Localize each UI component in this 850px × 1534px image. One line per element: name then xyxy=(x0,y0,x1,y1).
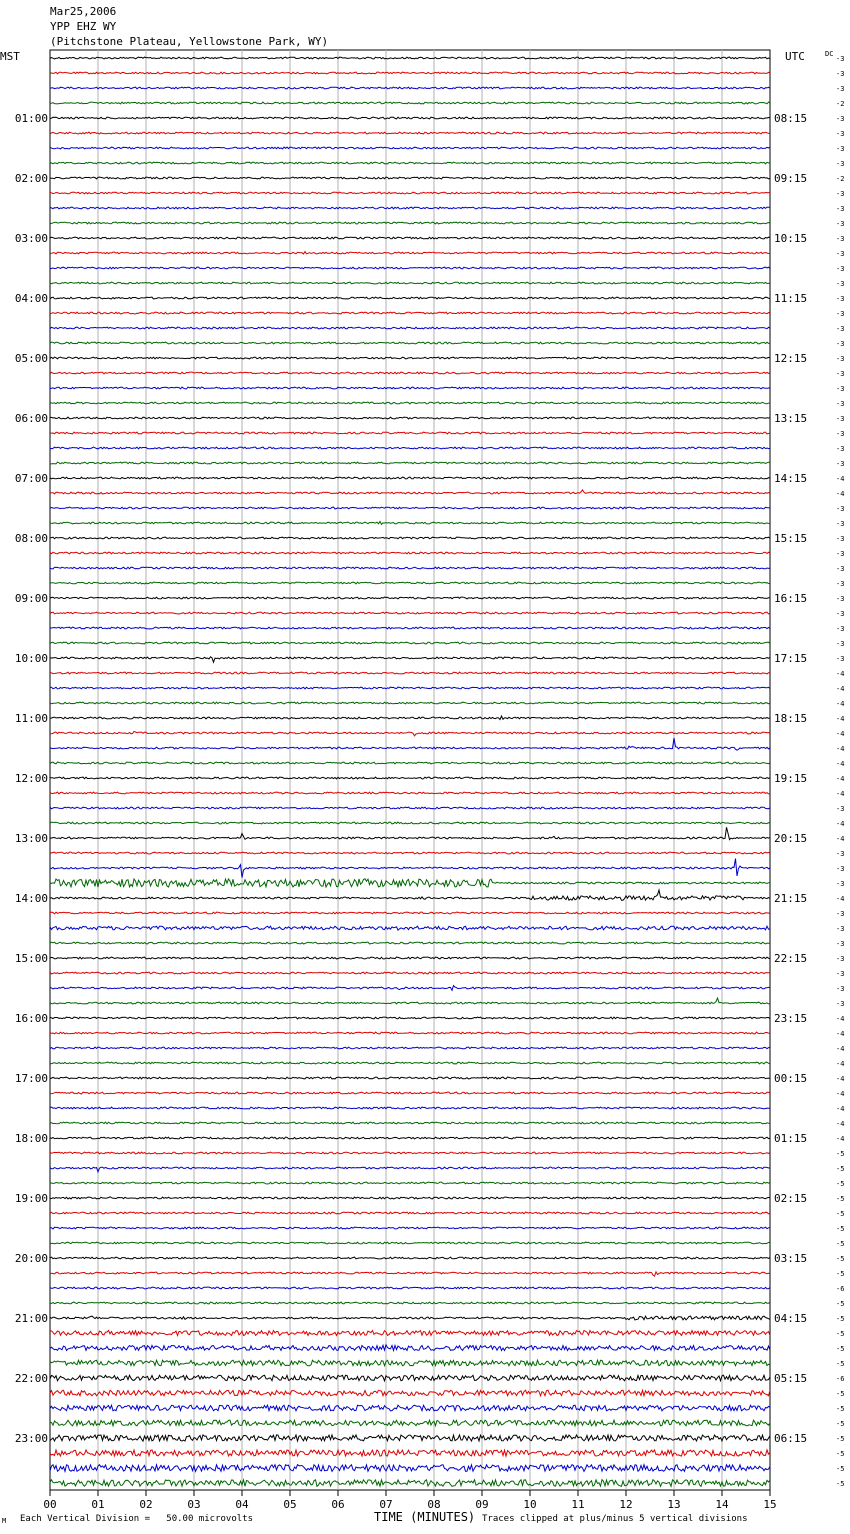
axis-labels xyxy=(0,50,844,1511)
trace-line xyxy=(50,162,770,164)
dc-offset-label: -4 xyxy=(836,1090,845,1098)
trace-line xyxy=(50,792,770,794)
trace-line xyxy=(50,1062,770,1064)
dc-offset-label: -4 xyxy=(836,760,845,768)
trace-line xyxy=(50,1227,770,1229)
trace-line xyxy=(50,117,770,119)
dc-offset-label: -3 xyxy=(836,565,845,573)
x-tick-label: 05 xyxy=(283,1498,297,1511)
trace-line xyxy=(50,716,770,720)
dc-offset-label: -3 xyxy=(836,85,845,93)
trace-line xyxy=(50,702,770,704)
x-axis-label: TIME (MINUTES) xyxy=(374,1510,476,1524)
dc-offset-label: -6 xyxy=(836,1285,845,1293)
dc-offset-label: -4 xyxy=(836,670,845,678)
trace-line xyxy=(50,957,770,959)
dc-offset-label: -5 xyxy=(836,1150,845,1158)
trace-line xyxy=(50,859,770,878)
dc-offset-label: -5 xyxy=(836,1210,845,1218)
clip-note: Traces clipped at plus/minus 5 vertical divisions xyxy=(482,1514,748,1524)
dc-offset-label: -3 xyxy=(836,220,845,228)
trace-line xyxy=(50,998,770,1004)
dc-offset-label: -5 xyxy=(836,1240,845,1248)
left-hour-label: 09:00 xyxy=(14,592,48,605)
left-hour-label: 20:00 xyxy=(14,1252,48,1265)
trace-line xyxy=(50,537,770,539)
trace-line xyxy=(50,687,770,689)
dc-offset-label: -3 xyxy=(836,535,845,543)
dc-offset-label: -5 xyxy=(836,1435,845,1443)
trace-line xyxy=(50,890,770,900)
dc-offset-label: -3 xyxy=(836,160,845,168)
trace-line xyxy=(50,252,770,254)
dc-offset-label: -3 xyxy=(836,610,845,618)
dc-offset-label: -5 xyxy=(836,1255,845,1263)
dc-offset-label: -3 xyxy=(836,985,845,993)
x-tick-label: 10 xyxy=(523,1498,537,1511)
dc-offset-label: -3 xyxy=(836,520,845,528)
dc-offset-label: -4 xyxy=(836,700,845,708)
right-hour-label: 19:15 xyxy=(774,772,808,785)
dc-offset-label: -4 xyxy=(836,1015,845,1023)
dc-offset-label: -3 xyxy=(836,400,845,408)
right-hour-label: 08:15 xyxy=(774,112,808,125)
right-hour-label: 04:15 xyxy=(774,1312,808,1325)
trace-line xyxy=(50,477,770,479)
right-hour-label: 03:15 xyxy=(774,1252,808,1265)
right-hour-label: 02:15 xyxy=(774,1192,808,1205)
left-hour-label: 15:00 xyxy=(14,952,48,965)
dc-offset-label: -5 xyxy=(836,1360,845,1368)
right-hour-label: 22:15 xyxy=(774,952,808,965)
dc-offset-label: -3 xyxy=(836,625,845,633)
dc-offset-label: -3 xyxy=(836,190,845,198)
trace-line xyxy=(50,777,770,779)
dc-offset-label: -5 xyxy=(836,1180,845,1188)
dc-offset-label: -3 xyxy=(836,865,845,873)
trace-line xyxy=(50,567,770,569)
trace-line xyxy=(50,87,770,89)
dc-offset-label: -3 xyxy=(836,805,845,813)
left-hour-label: 23:00 xyxy=(14,1432,48,1445)
right-hour-label: 14:15 xyxy=(774,472,808,485)
dc-offset-label: -4 xyxy=(836,775,845,783)
trace-line xyxy=(50,1152,770,1154)
trace-line xyxy=(50,192,770,194)
trace-line xyxy=(50,807,770,809)
trace-line xyxy=(50,447,770,449)
trace-line xyxy=(50,1077,770,1079)
left-hour-label: 22:00 xyxy=(14,1372,48,1385)
dc-offset-label: -3 xyxy=(836,325,845,333)
left-hour-label: 11:00 xyxy=(14,712,48,725)
trace-line xyxy=(50,1212,770,1214)
trace-line xyxy=(50,1331,770,1336)
left-hour-label: 21:00 xyxy=(14,1312,48,1325)
dc-offset-label: -3 xyxy=(836,115,845,123)
trace-line xyxy=(50,912,770,914)
dc-offset-label: -4 xyxy=(836,715,845,723)
trace-line xyxy=(50,852,770,854)
trace-line xyxy=(50,738,770,750)
dc-offset-label: -3 xyxy=(836,910,845,918)
right-hour-label: 05:15 xyxy=(774,1372,808,1385)
trace-line xyxy=(50,1137,770,1139)
trace-line xyxy=(50,1092,770,1094)
dc-offset-label: -4 xyxy=(836,685,845,693)
dc-offset-label: -4 xyxy=(836,1030,845,1038)
trace-line xyxy=(50,1107,770,1109)
x-tick-label: 09 xyxy=(475,1498,489,1511)
dc-offset-label: -4 xyxy=(836,820,845,828)
dc-offset-label: -3 xyxy=(836,280,845,288)
trace-line xyxy=(50,282,770,284)
dc-offset-label: -3 xyxy=(836,445,845,453)
dc-offset-label: -3 xyxy=(836,640,845,648)
trace-line xyxy=(50,1047,770,1049)
dc-offset-label: -5 xyxy=(836,1225,845,1233)
left-hour-label: 05:00 xyxy=(14,352,48,365)
dc-offset-label: -3 xyxy=(836,55,845,63)
left-hour-label: 19:00 xyxy=(14,1192,48,1205)
trace-line xyxy=(50,597,770,599)
trace-line xyxy=(50,147,770,149)
right-hour-label: 13:15 xyxy=(774,412,808,425)
trace-line xyxy=(50,267,770,269)
trace-line xyxy=(50,822,770,824)
right-hour-label: 10:15 xyxy=(774,232,808,245)
left-timezone-label: MST xyxy=(0,50,20,63)
dc-offset-label: -4 xyxy=(836,1045,845,1053)
trace-line xyxy=(50,1302,770,1304)
x-tick-label: 14 xyxy=(715,1498,729,1511)
right-hour-label: 09:15 xyxy=(774,172,808,185)
dc-header-label: DC xyxy=(825,50,834,58)
trace-line xyxy=(50,942,770,944)
left-hour-label: 18:00 xyxy=(14,1132,48,1145)
right-hour-label: 21:15 xyxy=(774,892,808,905)
left-hour-label: 16:00 xyxy=(14,1012,48,1025)
trace-line xyxy=(50,237,770,239)
trace-line xyxy=(50,507,770,509)
trace-line xyxy=(50,627,770,629)
dc-offset-label: -5 xyxy=(836,1330,845,1338)
right-hour-label: 18:15 xyxy=(774,712,808,725)
trace-line xyxy=(50,827,770,839)
trace-line xyxy=(50,1375,770,1381)
dc-offset-label: -3 xyxy=(836,595,845,603)
x-tick-label: 13 xyxy=(667,1498,681,1511)
trace-line xyxy=(50,642,770,644)
trace-line xyxy=(50,357,770,359)
trace-line xyxy=(50,372,770,374)
dc-offset-label: -3 xyxy=(836,310,845,318)
dc-offset-label: -3 xyxy=(836,655,845,663)
x-tick-label: 01 xyxy=(91,1498,105,1511)
station-location: (Pitchstone Plateau, Yellowstone Park, WY) xyxy=(50,35,329,48)
trace-line xyxy=(50,762,770,764)
dc-offset-label: -4 xyxy=(836,835,845,843)
dc-offset-label: -4 xyxy=(836,1105,845,1113)
right-hour-label: 06:15 xyxy=(774,1432,808,1445)
trace-line xyxy=(50,1287,770,1289)
dc-offset-label: -3 xyxy=(836,265,845,273)
dc-offset-label: -4 xyxy=(836,1135,845,1143)
trace-line xyxy=(50,177,770,179)
trace-line xyxy=(50,1435,770,1441)
dc-offset-label: -3 xyxy=(836,145,845,153)
dc-offset-label: -4 xyxy=(836,895,845,903)
dc-offset-label: -3 xyxy=(836,580,845,588)
dc-offset-label: -5 xyxy=(836,1465,845,1473)
dc-offset-label: -3 xyxy=(836,385,845,393)
dc-offset-label: -3 xyxy=(836,340,845,348)
trace-line xyxy=(50,1360,770,1366)
dc-offset-label: -3 xyxy=(836,970,845,978)
left-hour-label: 08:00 xyxy=(14,532,48,545)
dc-offset-label: -3 xyxy=(836,955,845,963)
trace-line xyxy=(50,732,770,736)
dc-offset-label: -3 xyxy=(836,430,845,438)
trace-line xyxy=(50,57,770,59)
dc-offset-label: -5 xyxy=(836,1195,845,1203)
station-code: YPP EHZ WY xyxy=(50,20,117,33)
trace-line xyxy=(50,297,770,299)
dc-offset-label: -5 xyxy=(836,1390,845,1398)
trace-line xyxy=(50,552,770,554)
dc-offset-label: -5 xyxy=(836,1345,845,1353)
left-hour-label: 17:00 xyxy=(14,1072,48,1085)
dc-offset-label: -3 xyxy=(836,235,845,243)
right-hour-label: 01:15 xyxy=(774,1132,808,1145)
x-tick-label: 02 xyxy=(139,1498,153,1511)
trace-line xyxy=(50,879,770,887)
trace-line xyxy=(50,1257,770,1259)
x-tick-label: 12 xyxy=(619,1498,633,1511)
dc-offset-label: -5 xyxy=(836,1420,845,1428)
left-hour-label: 01:00 xyxy=(14,112,48,125)
x-tick-label: 11 xyxy=(571,1498,585,1511)
dc-offset-label: -5 xyxy=(836,1315,845,1323)
minute-grid xyxy=(50,50,770,1496)
trace-rows xyxy=(50,57,770,1486)
x-tick-label: 06 xyxy=(331,1498,345,1511)
trace-line xyxy=(50,132,770,134)
dc-offset-label: -3 xyxy=(836,940,845,948)
dc-offset-label: -2 xyxy=(836,175,845,183)
dc-offset-label: -4 xyxy=(836,1075,845,1083)
left-hour-label: 04:00 xyxy=(14,292,48,305)
dc-offset-label: -6 xyxy=(836,1375,845,1383)
right-hour-label: 17:15 xyxy=(774,652,808,665)
trace-line xyxy=(50,1242,770,1244)
trace-line xyxy=(50,1122,770,1124)
dc-offset-label: -5 xyxy=(836,1300,845,1308)
trace-line xyxy=(50,1182,770,1184)
left-hour-label: 13:00 xyxy=(14,832,48,845)
trace-line xyxy=(50,222,770,224)
dc-offset-label: -3 xyxy=(836,925,845,933)
right-hour-label: 23:15 xyxy=(774,1012,808,1025)
trace-line xyxy=(50,1345,770,1351)
trace-line xyxy=(50,327,770,329)
trace-line xyxy=(50,972,770,974)
dc-offset-label: -5 xyxy=(836,1405,845,1413)
right-hour-label: 15:15 xyxy=(774,532,808,545)
dc-offset-label: -4 xyxy=(836,1060,845,1068)
trace-line xyxy=(50,207,770,209)
right-hour-label: 20:15 xyxy=(774,832,808,845)
trace-line xyxy=(50,1405,770,1411)
x-tick-label: 15 xyxy=(763,1498,777,1511)
dc-offset-label: -4 xyxy=(836,790,845,798)
trace-line xyxy=(50,1390,770,1396)
left-hour-label: 03:00 xyxy=(14,232,48,245)
trace-line xyxy=(50,1167,770,1172)
dc-offset-label: -3 xyxy=(836,1000,845,1008)
dc-offset-label: -3 xyxy=(836,370,845,378)
dc-offset-label: -4 xyxy=(836,1120,845,1128)
trace-line xyxy=(50,402,770,404)
trace-line xyxy=(50,72,770,74)
dc-offset-label: -3 xyxy=(836,250,845,258)
trace-line xyxy=(50,102,770,104)
x-tick-label: 00 xyxy=(43,1498,57,1511)
dc-offset-label: -3 xyxy=(836,505,845,513)
right-hour-label: 12:15 xyxy=(774,352,808,365)
dc-offset-label: -4 xyxy=(836,490,845,498)
dc-offset-label: -3 xyxy=(836,460,845,468)
trace-line xyxy=(50,582,770,584)
x-tick-label: 07 xyxy=(379,1498,393,1511)
trace-line xyxy=(50,432,770,434)
trace-line xyxy=(50,1480,770,1487)
dc-offset-label: -2 xyxy=(836,100,845,108)
dc-offset-label: -3 xyxy=(836,205,845,213)
trace-line xyxy=(50,1272,770,1276)
trace-line xyxy=(50,1450,770,1456)
left-hour-label: 06:00 xyxy=(14,412,48,425)
dc-offset-label: -3 xyxy=(836,880,845,888)
trace-line xyxy=(50,926,770,930)
trace-line xyxy=(50,672,770,674)
trace-line xyxy=(50,1316,770,1320)
right-hour-label: 11:15 xyxy=(774,292,808,305)
x-tick-label: 08 xyxy=(427,1498,441,1511)
dc-offset-label: -3 xyxy=(836,70,845,78)
vertical-division-note: Each Vertical Division = 50.00 microvolts xyxy=(20,1514,253,1524)
left-hour-label: 02:00 xyxy=(14,172,48,185)
right-hour-label: 16:15 xyxy=(774,592,808,605)
left-hour-label: 14:00 xyxy=(14,892,48,905)
dc-offset-label: -3 xyxy=(836,550,845,558)
dc-offset-label: -5 xyxy=(836,1480,845,1488)
trace-line xyxy=(50,490,770,494)
trace-line xyxy=(50,657,770,662)
trace-line xyxy=(50,1465,770,1472)
corner-mark: M xyxy=(2,1517,7,1525)
dc-offset-label: -4 xyxy=(836,475,845,483)
trace-line xyxy=(50,417,770,419)
x-tick-label: 04 xyxy=(235,1498,249,1511)
trace-line xyxy=(50,986,770,991)
left-hour-label: 12:00 xyxy=(14,772,48,785)
dc-offset-label: -4 xyxy=(836,745,845,753)
record-date: Mar25,2006 xyxy=(50,5,117,18)
trace-line xyxy=(50,1032,770,1034)
dc-offset-label: -3 xyxy=(836,355,845,363)
x-tick-label: 03 xyxy=(187,1498,201,1511)
dc-offset-label: -3 xyxy=(836,850,845,858)
dc-offset-label: -3 xyxy=(836,295,845,303)
trace-line xyxy=(50,1197,770,1199)
dc-offset-label: -4 xyxy=(836,730,845,738)
trace-line xyxy=(50,1017,770,1019)
trace-line xyxy=(50,462,770,464)
trace-line xyxy=(50,521,770,524)
dc-offset-label: -3 xyxy=(836,130,845,138)
trace-line xyxy=(50,387,770,389)
dc-offset-label: -3 xyxy=(836,415,845,423)
dc-offset-label: -5 xyxy=(836,1165,845,1173)
trace-line xyxy=(50,312,770,314)
trace-line xyxy=(50,1420,770,1426)
dc-offset-label: -5 xyxy=(836,1270,845,1278)
trace-line xyxy=(50,342,770,344)
dc-offset-label: -5 xyxy=(836,1450,845,1458)
left-hour-label: 10:00 xyxy=(14,652,48,665)
right-hour-label: 00:15 xyxy=(774,1072,808,1085)
trace-line xyxy=(50,612,770,614)
right-timezone-label: UTC xyxy=(785,50,805,63)
left-hour-label: 07:00 xyxy=(14,472,48,485)
